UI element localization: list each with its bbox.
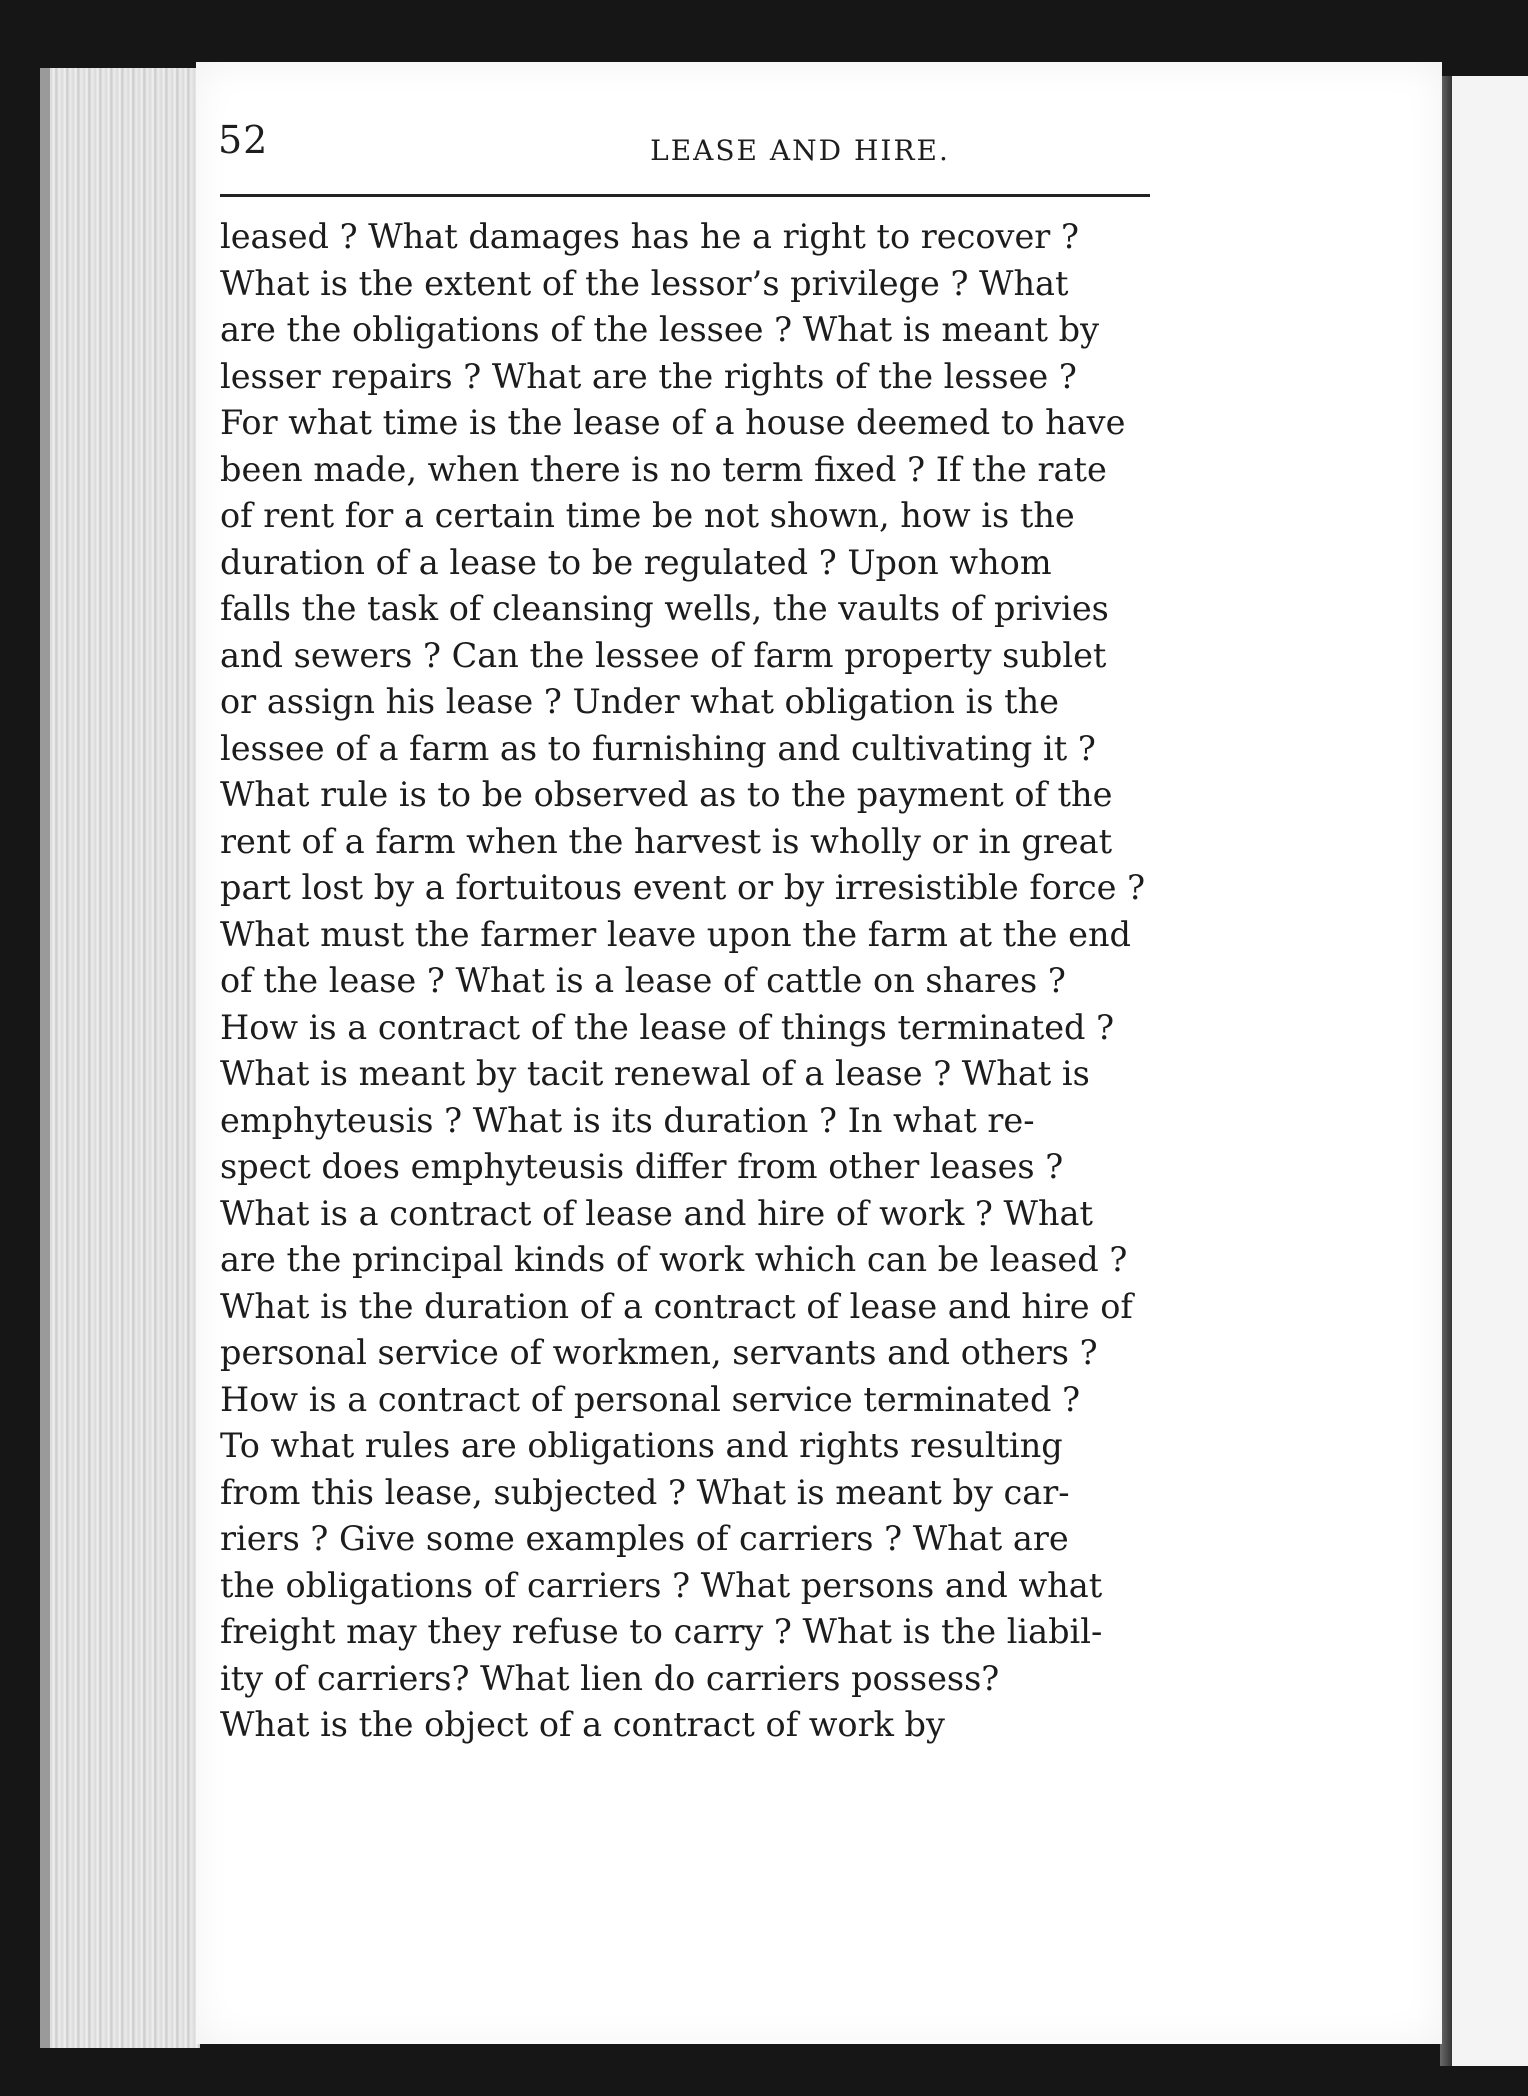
text-line: are the principal kinds of work which can be leased ?	[220, 1240, 1128, 1279]
text-line: rent of a farm when the harvest is wholly or in great	[220, 821, 1113, 861]
body-text	[220, 214, 1150, 1749]
text-line: spect does emphyteusis differ from other leases ?	[220, 1147, 1064, 1186]
text-line: How is a contract of personal service terminated ?	[220, 1379, 1081, 1419]
running-title: LEASE AND HIRE.	[650, 134, 950, 167]
text-line: are the obligations of the lessee ? What is meant by	[220, 310, 1100, 349]
text-line: What is a contract of lease and hire of work ? What	[220, 1193, 1093, 1233]
text-line: What is meant by tacit renewal of a lease ? What is	[220, 1054, 1090, 1093]
text-line: duration of a lease to be regulated ? Upon whom	[220, 542, 1052, 582]
text-line: What rule is to be observed as to the payment of the	[220, 775, 1113, 814]
text-line: the obligations of carriers ? What persons and what	[220, 1565, 1103, 1605]
text-line: part lost by a fortuitous event or by irresistible force ?	[220, 868, 1146, 907]
text-line: leased ? What damages has he a right to recover ?	[220, 217, 1079, 256]
text-line: of rent for a certain time be not shown, how is the	[220, 496, 1075, 535]
text-line: freight may they refuse to carry ? What is the liabil-	[220, 1612, 1103, 1651]
facing-page-fragment	[1452, 76, 1528, 2066]
text-line: from this lease, subjected ? What is meant by car-	[220, 1472, 1070, 1512]
text-line: and sewers ? Can the lessee of farm property sublet	[220, 635, 1107, 675]
text-line: What is the extent of the lessor’s privilege ? What	[220, 263, 1069, 303]
text-line: riers ? Give some examples of carriers ? What are	[220, 1519, 1069, 1558]
text-line: been made, when there is no term fixed ? If the rate	[220, 449, 1107, 489]
text-line: ity of carriers? What lien do carriers possess?	[220, 1658, 1000, 1698]
text-line: lessee of a farm as to furnishing and cultivating it ?	[220, 728, 1096, 768]
text-line: What must the farmer leave upon the farm at the end	[220, 914, 1131, 954]
text-line: lesser repairs ? What are the rights of the lessee ?	[220, 356, 1077, 396]
text-line: or assign his lease ? Under what obligation is the	[220, 682, 1060, 721]
page-number: 52	[218, 118, 269, 162]
text-line: What is the duration of a contract of lease and hire of	[220, 1286, 1133, 1326]
header-rule	[220, 194, 1150, 197]
text-line: To what rules are obligations and rights resulting	[220, 1426, 1063, 1465]
book-page-edges	[40, 68, 200, 2048]
text-line: personal service of workmen, servants and others ?	[220, 1333, 1098, 1372]
text-line: For what time is the lease of a house deemed to have	[220, 403, 1126, 442]
text-line: of the lease ? What is a lease of cattle on shares ?	[220, 961, 1066, 1000]
text-line: What is the object of a contract of work by	[220, 1705, 945, 1744]
text-line: emphyteusis ? What is its duration ? In what re-	[220, 1100, 1035, 1140]
page-edge-shadow	[40, 68, 50, 2048]
text-line: How is a contract of the lease of things terminated ?	[220, 1007, 1115, 1047]
text-line: falls the task of cleansing wells, the vaults of privies	[220, 589, 1109, 628]
